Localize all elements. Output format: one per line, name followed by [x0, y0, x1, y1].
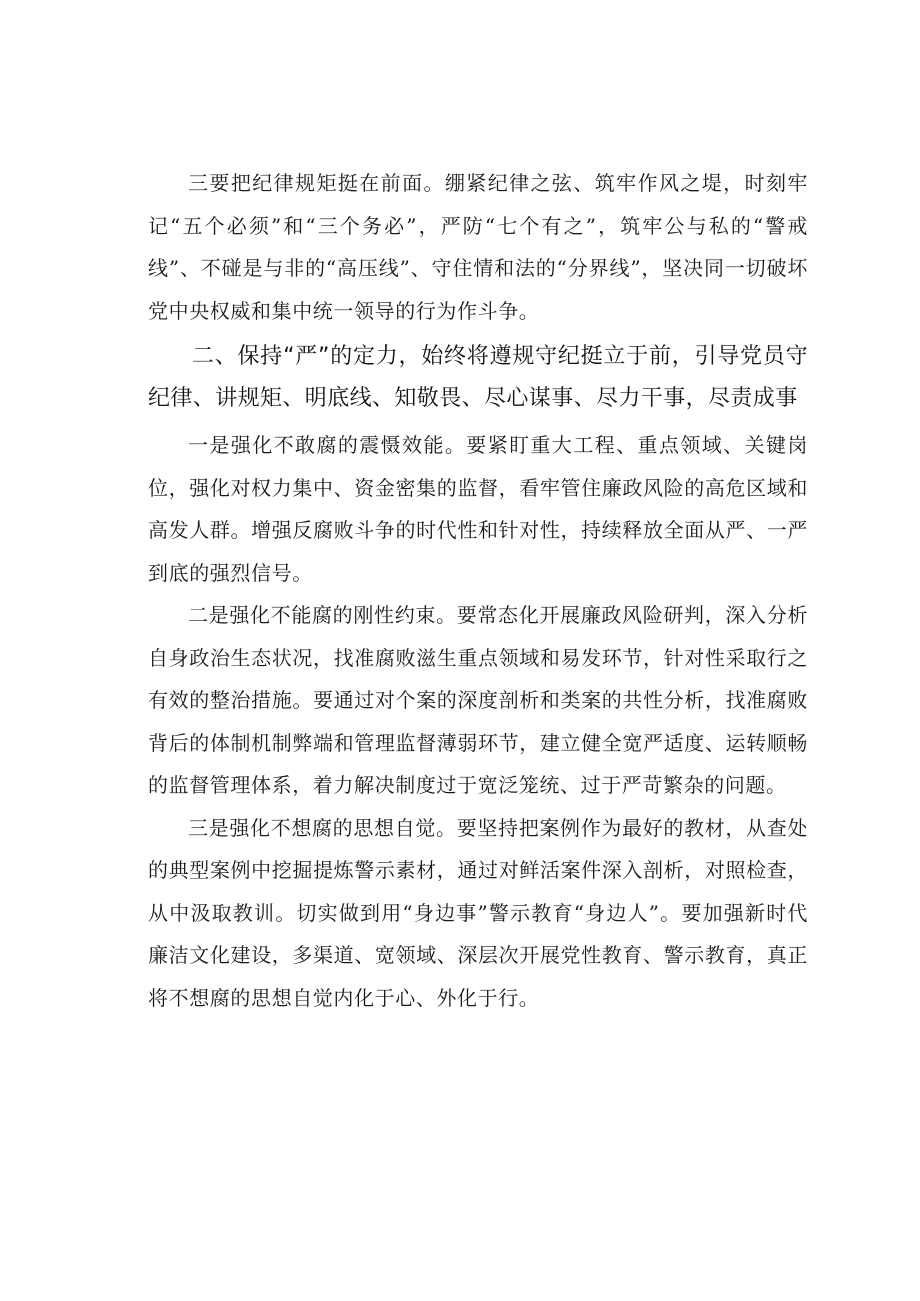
section-heading-two: 二、保持“严”的定力，始终将遵规守纪挺立于前，引导党员守纪律、讲规矩、明底线、知敬畏、尽心谋事、尽力干事，尽责成事: [148, 344, 808, 411]
paragraph-do-not-want-corrupt: 三是强化不想腐的思想自觉。要坚持把案例作为最好的教材，从查处的典型案例中挖掘提炼警示素材，通过对鲜活案件深入剖析，对照检查，从中汲取教训。切实做到用“身边事”警示教育“身边人”。要加强新时代廉洁文化建设，多渠道、宽领域、深层次开展党性教育、警示教育，真正将不想腐的思想自觉内化于心、外化于行。: [148, 815, 808, 1010]
paragraph-cannot-corrupt: 二是强化不能腐的刚性约束。要常态化开展廉政风险研判，深入分析自身政治生态状况，找准腐败滋生重点领域和易发环节，针对性采取行之有效的整治措施。要通过对个案的深度剖析和类案的共性分析，找准腐败背后的体制机制弊端和管理监督薄弱环节，建立健全宽严适度、运转顺畅的监督管理体系，着力解决制度过于宽泛笼统、过于严苛繁杂的问题。: [148, 603, 808, 797]
paragraph-dare-not-corrupt: 一是强化不敢腐的震慑效能。要紧盯重大工程、重点领域、关键岗位，强化对权力集中、资金密集的监督，看牢管住廉政风险的高危区域和高发人群。增强反腐败斗争的时代性和针对性，持续释放全面从严、一严到底的强烈信号。: [148, 433, 808, 585]
paragraph-discipline-rules: 三要把纪律规矩挺在前面。绷紧纪律之弦、筑牢作风之堤，时刻牢记“五个必须”和“三个务必”，严防“七个有之”，筑牢公与私的“警戒线”、不碰是与非的“高压线”、守住情和法的“分界线”，坚决同一切破坏党中央权威和集中统一领导的行为作斗争。: [148, 171, 808, 323]
document-body: [148, 162, 808, 1019]
